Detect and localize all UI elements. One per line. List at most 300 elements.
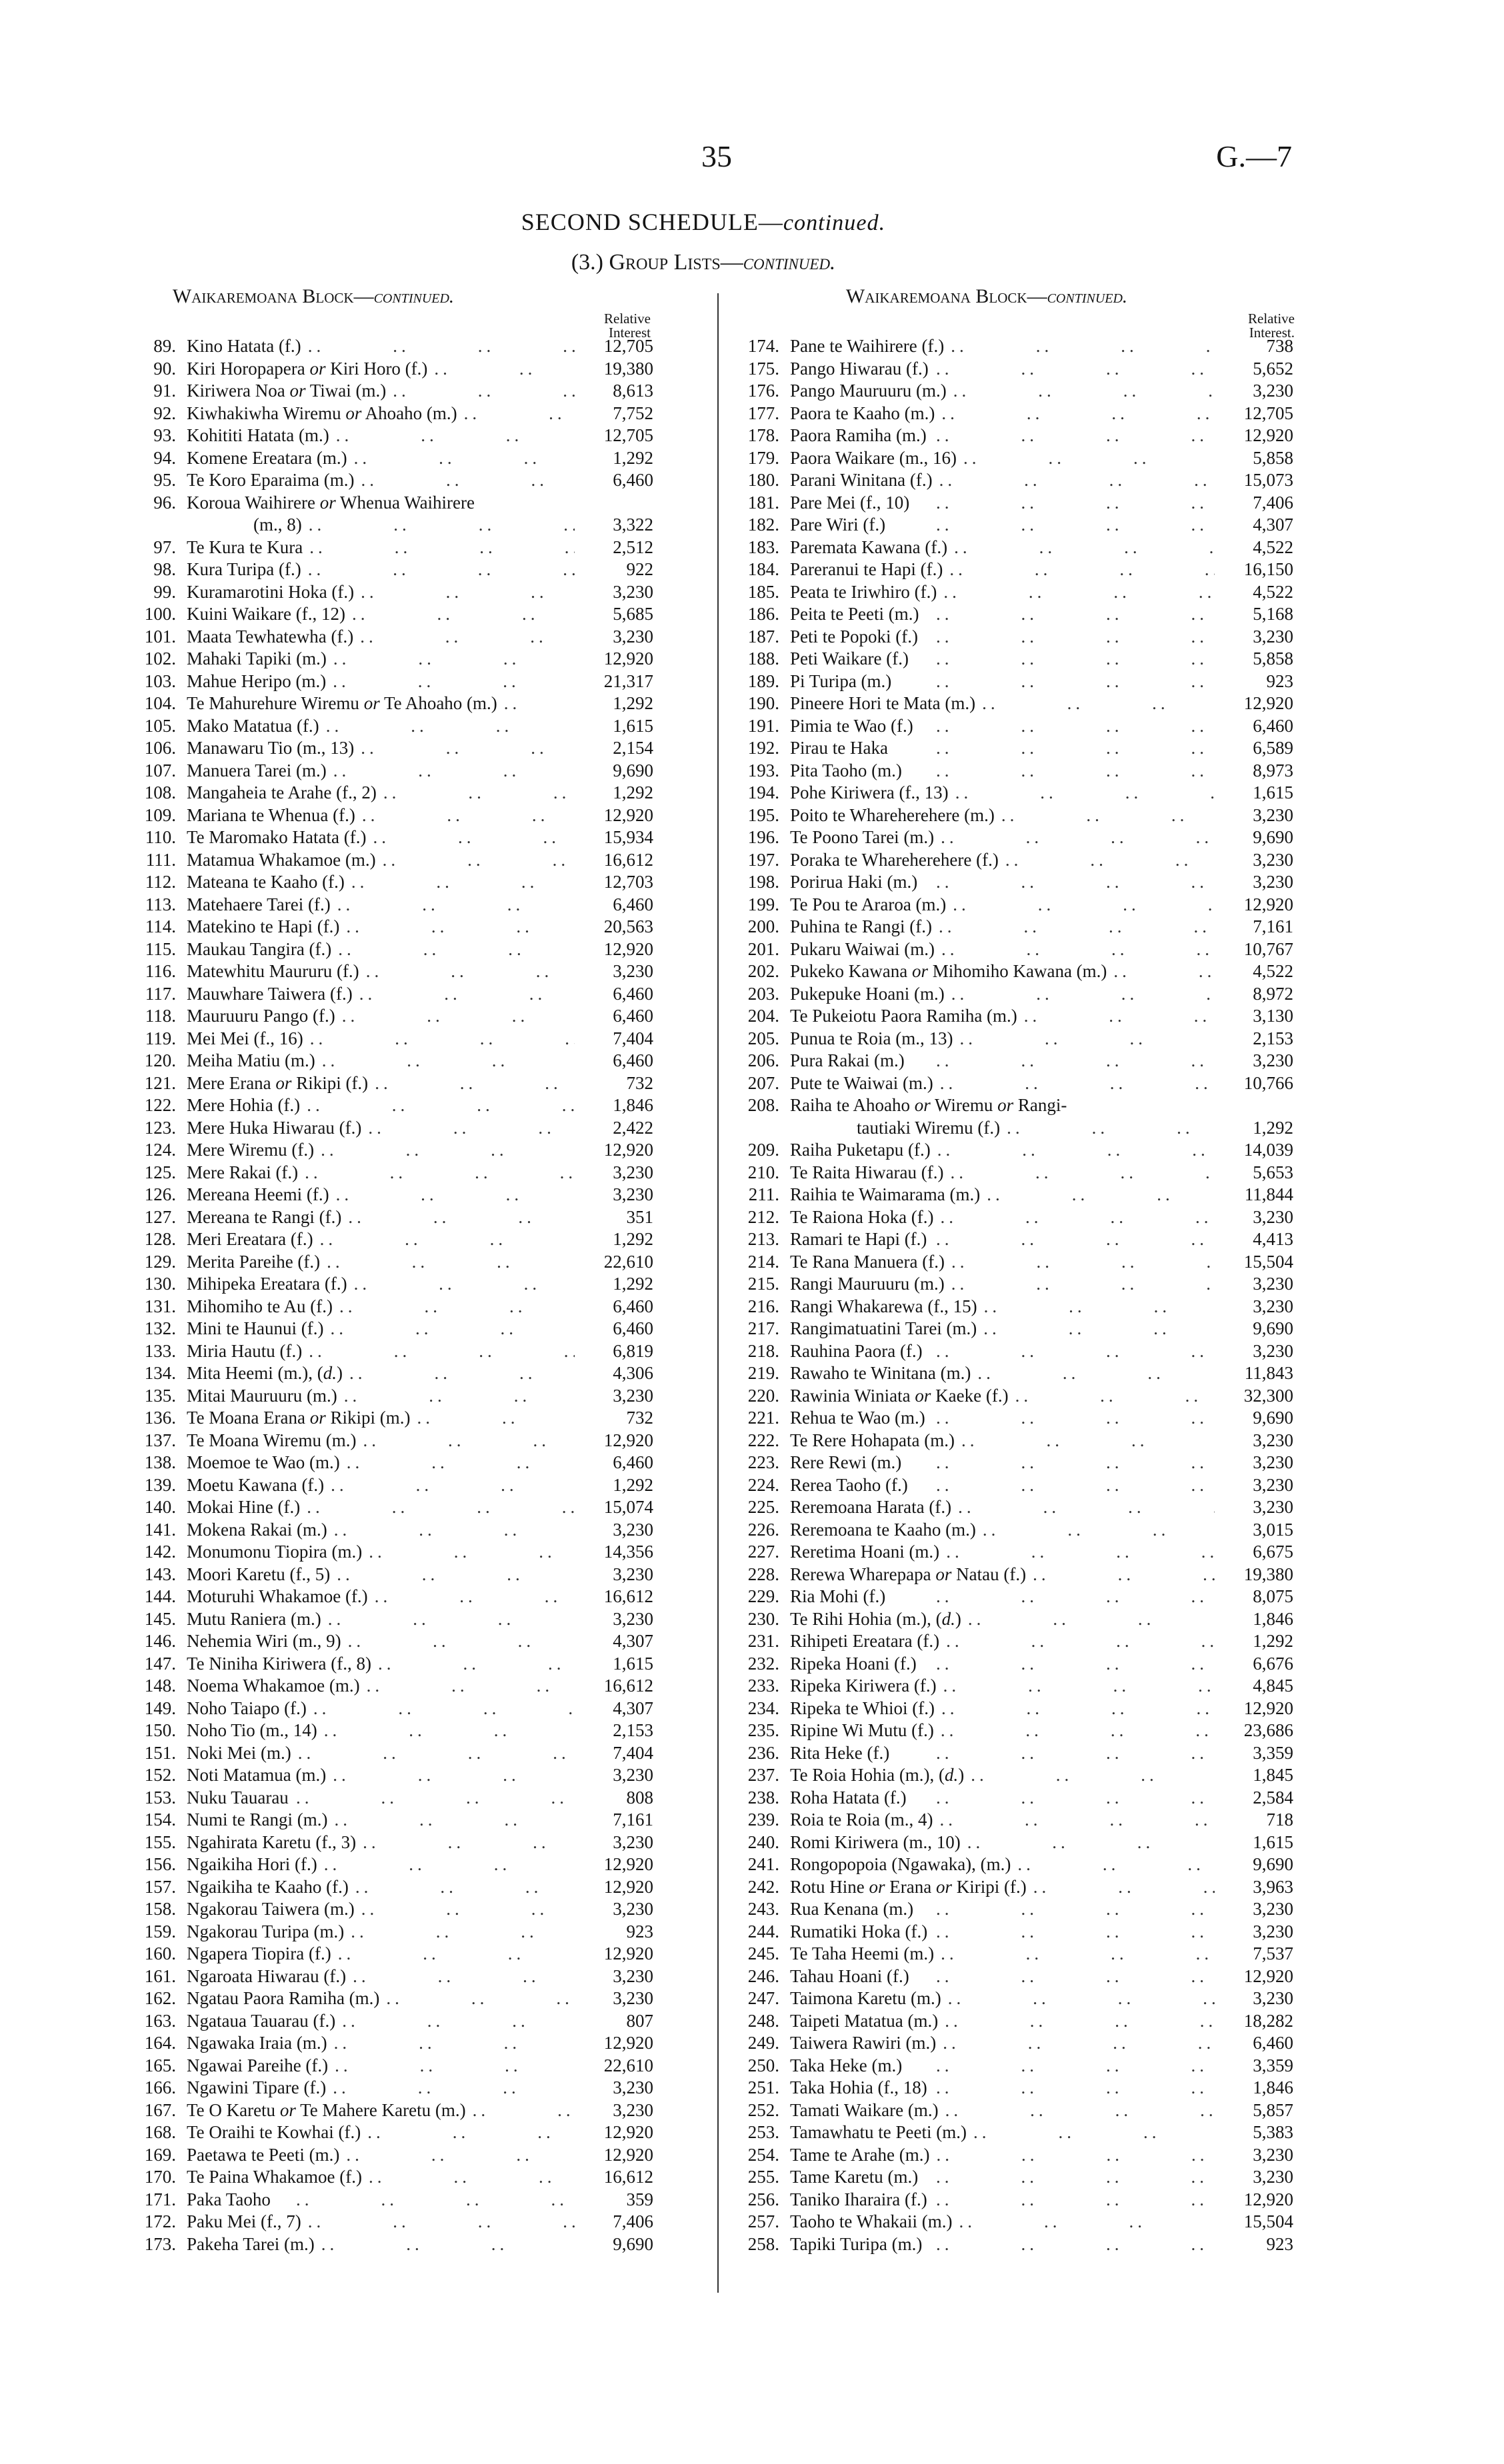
relative-interest-value: 3,230	[1253, 381, 1293, 401]
table-row	[723, 1742, 1293, 1765]
table-row	[120, 1653, 653, 1676]
dot-leader	[379, 1987, 575, 2010]
dot-leader	[976, 1519, 1215, 1542]
table-row	[723, 335, 1293, 358]
relative-interest-value: 16,612	[603, 1676, 653, 1696]
entry-number: 225.	[747, 1497, 779, 1517]
entry-number: 156.	[144, 1854, 176, 1874]
relative-interest-value: 12,920	[603, 1943, 653, 1963]
dot-leader	[321, 1608, 575, 1631]
entry-name: Tame Karetu (m.)	[790, 2167, 919, 2187]
relative-interest-value: 5,685	[613, 604, 653, 624]
table-row	[723, 1586, 1293, 1608]
entry-number: 231.	[747, 1631, 779, 1651]
table-row	[120, 1206, 653, 1229]
entry-name: Paetawa te Peeti (m.)	[187, 2144, 340, 2165]
entry-name: Parani Winitana (f.)	[790, 470, 933, 490]
relative-interest-value: 807	[626, 2010, 653, 2031]
entry-number: 167.	[144, 2099, 176, 2120]
entry-number: 172.	[144, 2211, 176, 2231]
relative-interest-value: 5,857	[1253, 2099, 1293, 2120]
dot-leader	[1011, 1853, 1215, 1876]
relative-interest-value: 1,615	[613, 1653, 653, 1674]
entry-number: 226.	[747, 1519, 779, 1540]
entry-number: 175.	[747, 358, 779, 379]
entry-number: 208.	[747, 1095, 779, 1115]
entry-name: Raiha Puketapu (f.)	[790, 1140, 931, 1160]
entry-number: 159.	[144, 1921, 176, 1941]
relative-interest-value: 5,383	[1253, 2122, 1293, 2142]
rel-line-1: Relative	[604, 311, 651, 327]
table-row	[120, 1698, 653, 1720]
entry-number: 119.	[145, 1028, 176, 1048]
entry-number: 170.	[144, 2167, 176, 2187]
group-title-text: (3.) Group Lists—	[571, 250, 743, 275]
entry-name: Miria Hautu (f.)	[187, 1340, 303, 1361]
table-row	[120, 760, 653, 782]
table-row	[723, 1028, 1293, 1050]
relative-interest-value: 4,522	[1253, 537, 1293, 557]
dot-leader	[301, 559, 575, 581]
relative-interest-value: 9,690	[1253, 827, 1293, 847]
entry-name: Moori Karetu (f., 5)	[187, 1564, 331, 1584]
relative-interest-value: 12,920	[603, 1876, 653, 1897]
table-row	[120, 1564, 653, 1586]
entry-number: 99.	[153, 581, 176, 602]
relative-interest-value: 3,230	[1253, 1296, 1293, 1316]
relative-interest-value: 6,460	[1253, 2033, 1293, 2053]
entry-name: Te Rana Manuera (f.)	[790, 1251, 945, 1272]
dot-leader	[946, 894, 1215, 916]
rel-line-1: Relative	[1248, 311, 1295, 327]
table-row	[723, 1809, 1293, 1832]
relative-interest-value: 21,317	[603, 670, 653, 691]
dot-leader	[923, 1340, 1215, 1363]
table-row	[120, 2189, 653, 2211]
table-row	[723, 2211, 1293, 2233]
left-block-title: Waikaremoana Block—	[172, 285, 374, 307]
relative-interest-value: 3,230	[1253, 1274, 1293, 1294]
entry-name: Te Rere Hohapata (m.)	[790, 1430, 955, 1450]
entry-name: Te Poono Tarei (m.)	[790, 827, 935, 847]
entry-number: 184.	[747, 559, 779, 579]
table-row	[120, 425, 653, 447]
entry-number: 216.	[747, 1296, 779, 1316]
dot-leader	[317, 1853, 575, 1876]
entry-number: 205.	[747, 1028, 779, 1048]
relative-interest-value: 5,168	[1253, 604, 1293, 624]
relative-interest-value: 3,230	[613, 961, 653, 981]
table-row	[723, 1876, 1293, 1899]
dot-leader	[328, 2055, 575, 2077]
table-row	[120, 1452, 653, 1474]
table-row	[120, 715, 653, 738]
entry-number: 232.	[747, 1653, 779, 1674]
relative-interest-value: 8,613	[613, 381, 653, 401]
column-divider	[717, 293, 719, 2293]
entry-name: Ripine Wi Mutu (f.)	[790, 1720, 934, 1740]
table-row	[723, 1273, 1293, 1296]
entry-number: 130.	[144, 1274, 176, 1294]
relative-interest-value: 3,230	[613, 1899, 653, 1919]
entry-number: 112.	[145, 872, 176, 892]
dot-leader	[917, 1653, 1215, 1676]
entry-number: 179.	[747, 447, 779, 468]
dot-leader	[355, 804, 575, 827]
entry-number: 163.	[144, 2010, 176, 2031]
relative-interest-value: 12,705	[603, 425, 653, 445]
table-row	[723, 1430, 1293, 1452]
relative-interest-value: 6,589	[1253, 738, 1293, 758]
dot-leader	[327, 1519, 575, 1542]
entry-name: Kuini Waikare (f., 12)	[187, 604, 346, 624]
table-row	[723, 782, 1293, 804]
table-row	[120, 1340, 653, 1363]
relative-interest-value: 3,230	[1253, 1050, 1293, 1070]
entry-name: Mere Huka Hiwarau (f.)	[187, 1117, 362, 1138]
entry-number: 248.	[747, 2010, 779, 2031]
page-number: 35	[701, 139, 732, 173]
table-row	[120, 537, 653, 559]
entry-name: Te Koro Eparaima (m.)	[187, 470, 355, 490]
entry-number: 180.	[747, 470, 779, 490]
dot-leader	[360, 1675, 575, 1698]
dot-leader	[975, 692, 1215, 715]
table-row	[120, 782, 653, 804]
relative-interest-value: 9,690	[613, 760, 653, 780]
table-row	[120, 2144, 653, 2167]
entry-number: 171.	[144, 2189, 176, 2209]
entry-name: Noti Matamua (m.)	[187, 1765, 327, 1785]
table-row-continuation	[723, 1117, 1293, 1140]
relative-interest-value: 14,356	[603, 1542, 653, 1562]
table-row	[120, 1296, 653, 1318]
relative-interest-value: 1,846	[1253, 1608, 1293, 1629]
entry-number: 122.	[144, 1095, 176, 1115]
relative-interest-value: 3,230	[1253, 1497, 1293, 1517]
relative-interest-value: 3,230	[1253, 626, 1293, 646]
table-row	[120, 2032, 653, 2055]
entry-number: 173.	[144, 2233, 176, 2254]
dot-leader	[327, 2032, 575, 2055]
dot-leader	[933, 1072, 1215, 1095]
entry-number: 209.	[747, 1140, 779, 1160]
table-row	[120, 581, 653, 604]
entry-number: 138.	[144, 1452, 176, 1472]
entry-number: 234.	[747, 1698, 779, 1718]
dot-leader	[345, 871, 575, 894]
table-row	[723, 626, 1293, 648]
entry-number: 165.	[144, 2055, 176, 2075]
relative-interest-value: 5,858	[1253, 648, 1293, 668]
entry-name: Matekino te Hapi (f.)	[187, 916, 340, 936]
dot-leader	[953, 1028, 1215, 1050]
relative-interest-value: 3,359	[1253, 2055, 1293, 2075]
entry-number: 104.	[144, 693, 176, 713]
table-row	[120, 492, 653, 515]
entry-name: Pukeko Kawana or Mihomiho Kawana (m.)	[790, 961, 1107, 981]
entry-name: Kiriwera Noa or Tiwai (m.)	[187, 381, 387, 401]
dot-leader	[315, 1050, 575, 1072]
entry-number: 211.	[748, 1184, 779, 1204]
entry-number: 196.	[747, 827, 779, 847]
relative-interest-value: 3,230	[613, 1965, 653, 1986]
dot-leader	[931, 1139, 1215, 1162]
relative-interest-value: 7,537	[1253, 1943, 1293, 1963]
dot-leader	[353, 626, 575, 648]
table-row	[120, 603, 653, 626]
dot-leader	[905, 1050, 1215, 1072]
dot-leader	[919, 603, 1215, 626]
table-row	[723, 1564, 1293, 1586]
relative-interest-value: 12,920	[1243, 425, 1293, 445]
dot-leader	[933, 469, 1215, 492]
relative-interest-value: 3,230	[1253, 2144, 1293, 2165]
table-row	[120, 626, 653, 648]
relative-interest-value: 14,039	[1243, 1140, 1293, 1160]
table-row	[723, 1139, 1293, 1162]
relative-interest-value: 732	[626, 1072, 653, 1093]
entry-name: Puhina te Rangi (f.)	[790, 916, 932, 936]
dot-leader	[317, 1720, 575, 1742]
relative-interest-value: 3,230	[613, 581, 653, 602]
dot-leader	[1107, 960, 1215, 983]
relative-interest-value: 6,675	[1253, 1542, 1293, 1562]
entry-name: Te Mahurehure Wiremu or Te Ahoaho (m.)	[187, 693, 497, 713]
table-row	[723, 2077, 1293, 2099]
table-row	[723, 1094, 1293, 1117]
entry-name: Te Moana Erana or Rikipi (m.)	[187, 1408, 411, 1428]
table-row	[120, 2010, 653, 2033]
dot-leader	[326, 1764, 575, 1787]
entry-name: Moemoe te Wao (m.)	[187, 1452, 340, 1472]
dot-leader	[343, 1362, 575, 1385]
entry-number: 197.	[747, 849, 779, 870]
relative-interest-value: 3,015	[1253, 1519, 1293, 1540]
entry-name: Rita Heke (f.)	[790, 1742, 890, 1763]
entry-number: 228.	[747, 1564, 779, 1584]
entry-name: Paka Taoho	[187, 2189, 271, 2209]
entry-number: 178.	[747, 425, 779, 445]
relative-interest-value: 718	[1266, 1810, 1293, 1830]
relative-interest-value: 12,920	[603, 1854, 653, 1874]
table-row	[723, 469, 1293, 492]
entry-number: 224.	[747, 1474, 779, 1495]
entry-name: Taka Heke (m.)	[790, 2055, 903, 2075]
entry-name: Te Raita Hiwarau (f.)	[790, 1162, 944, 1182]
entry-number: 146.	[144, 1631, 176, 1651]
entry-name: Tamawhatu te Peeti (m.)	[790, 2122, 967, 2142]
entry-number: 101.	[144, 626, 176, 646]
dot-leader	[927, 2189, 1215, 2211]
entry-name: Reretima Hoani (m.)	[790, 1542, 940, 1562]
entry-number: 116.	[145, 961, 176, 981]
relative-interest-value: 12,920	[1243, 1965, 1293, 1986]
table-row	[723, 760, 1293, 782]
entry-number: 257.	[747, 2211, 779, 2231]
entry-number: 135.	[144, 1385, 176, 1406]
relative-interest-value: 7,406	[613, 2211, 653, 2231]
entry-number: 223.	[747, 1452, 779, 1472]
dot-leader	[907, 1787, 1215, 1810]
entry-name: Mako Matatua (f.)	[187, 715, 319, 736]
dot-leader	[337, 1385, 575, 1408]
entry-name: Mahue Heripo (m.)	[187, 670, 327, 691]
relative-interest-value: 351	[626, 1206, 653, 1227]
relative-interest-value: 6,460	[613, 1006, 653, 1026]
entry-name: Rumatiki Hoka (f.)	[790, 1921, 928, 1941]
table-row	[120, 1117, 653, 1140]
entry-number: 109.	[144, 804, 176, 825]
relative-interest-value: 32,300	[1243, 1385, 1293, 1406]
relative-interest-value: 11,844	[1244, 1184, 1293, 1204]
table-row	[120, 1050, 653, 1072]
relative-interest-value: 16,150	[1243, 559, 1293, 579]
entry-name: Te Pou te Araroa (m.)	[790, 894, 947, 914]
dot-leader	[944, 1162, 1215, 1184]
relative-interest-value: 3,230	[613, 1519, 653, 1540]
entry-number: 190.	[747, 693, 779, 713]
relative-interest-value: 9,690	[1253, 1408, 1293, 1428]
table-row	[120, 983, 653, 1006]
table-row	[723, 1720, 1293, 1742]
table-row	[120, 1876, 653, 1899]
entry-name: Kiri Horopapera or Kiri Horo (f.)	[187, 358, 428, 379]
dot-leader	[354, 737, 575, 760]
entry-number: 89.	[153, 336, 176, 356]
relative-interest-value: 3,230	[1253, 1474, 1293, 1495]
relative-interest-value: 12,920	[603, 1140, 653, 1160]
entry-number: 149.	[144, 1698, 176, 1718]
table-row	[120, 1742, 653, 1765]
entry-name: Ripeka Hoani (f.)	[790, 1653, 917, 1674]
entry-name: Pute te Waiwai (m.)	[790, 1072, 933, 1093]
entry-name: Ngakorau Turipa (m.)	[187, 1921, 345, 1941]
relative-interest-value: 4,413	[1253, 1229, 1293, 1249]
entry-name: Ngaikiha Hori (f.)	[187, 1854, 317, 1874]
table-row	[723, 559, 1293, 581]
dot-leader	[347, 1273, 575, 1296]
entry-number: 166.	[144, 2077, 176, 2097]
entry-number: 132.	[144, 1318, 176, 1338]
relative-interest-value: 16,612	[603, 1586, 653, 1606]
relative-interest-value: 3,963	[1253, 1876, 1293, 1897]
rel-line-2: Interest.	[1249, 325, 1295, 341]
table-row	[723, 1005, 1293, 1028]
table-row	[723, 1072, 1293, 1095]
relative-interest-value: 1,292	[613, 1474, 653, 1495]
dot-leader	[326, 670, 575, 693]
relative-interest-value: 6,460	[613, 1296, 653, 1316]
entry-number: 169.	[144, 2144, 176, 2165]
entry-name: Mere Wiremu (f.)	[187, 1140, 315, 1160]
relative-interest-value: 22,610	[603, 2055, 653, 2075]
entry-name: Poraka te Whareherehere (f.)	[790, 849, 999, 870]
relative-interest-value: 12,920	[603, 648, 653, 668]
entry-name: Noho Taiapo (f.)	[187, 1698, 307, 1718]
dot-leader	[1026, 1564, 1215, 1586]
entry-number: 174.	[747, 336, 779, 356]
entry-number: 181.	[747, 492, 779, 513]
table-row	[120, 2166, 653, 2189]
table-row	[723, 1943, 1293, 1965]
entry-number: 189.	[747, 670, 779, 691]
relative-interest-value: 15,074	[603, 1497, 653, 1517]
entry-name: Romi Kiriwera (m., 10)	[790, 1832, 961, 1852]
dot-leader	[932, 916, 1215, 938]
relative-interest-value: 3,230	[1253, 1452, 1293, 1472]
dot-leader	[386, 380, 575, 403]
entry-name: Manawaru Tio (m., 13)	[187, 738, 355, 758]
entry-number: 139.	[144, 1474, 176, 1495]
dot-leader	[341, 1206, 575, 1229]
table-row	[723, 1519, 1293, 1542]
dot-leader	[319, 715, 575, 738]
entry-name: Te Pukeiotu Paora Ramiha (m.)	[790, 1006, 1017, 1026]
table-row	[120, 2211, 653, 2233]
relative-interest-value: 4,522	[1253, 581, 1293, 602]
table-row	[120, 2233, 653, 2256]
table-row	[723, 960, 1293, 983]
relative-interest-value: 3,230	[1253, 1921, 1293, 1941]
dot-leader	[362, 1541, 575, 1564]
table-row	[723, 737, 1293, 760]
entry-number: 207.	[747, 1072, 779, 1093]
entry-name: Mei Mei (f., 16)	[187, 1028, 303, 1048]
entry-name: Ripeka Kiriwera (f.)	[790, 1676, 937, 1696]
entry-number: 164.	[144, 2033, 176, 2053]
dot-leader	[289, 1787, 575, 1810]
dot-leader	[300, 1094, 575, 1117]
entry-name: Ngapera Tiopira (f.)	[187, 1943, 331, 1963]
table-row	[723, 1184, 1293, 1206]
dot-leader	[497, 692, 575, 715]
dot-leader	[885, 514, 1215, 537]
dot-leader	[977, 1318, 1215, 1340]
entry-name: Manuera Tarei (m.)	[187, 760, 327, 780]
relative-interest-value: 4,307	[613, 1698, 653, 1718]
relative-interest-value: 3,230	[1253, 1340, 1293, 1361]
dot-leader	[918, 626, 1215, 648]
relative-interest-value: 3,230	[613, 2099, 653, 2120]
dot-leader	[298, 1162, 575, 1184]
entry-number: 108.	[144, 782, 176, 802]
entry-name: Pimia te Wao (f.)	[790, 715, 913, 736]
entry-number: 153.	[144, 1787, 176, 1808]
entry-number: 120.	[144, 1050, 176, 1070]
dot-leader	[927, 1228, 1215, 1251]
entry-name: Mariana te Whenua (f.)	[187, 804, 355, 825]
table-row	[120, 1139, 653, 1162]
dot-leader	[944, 335, 1215, 358]
dot-leader	[935, 938, 1215, 961]
entry-name: Pita Taoho (m.)	[790, 760, 902, 780]
entry-name: Matamua Whakamoe (m.)	[187, 849, 376, 870]
dot-leader	[925, 1407, 1215, 1430]
entry-name: Komene Ereatara (m.)	[187, 447, 347, 468]
relative-interest-value: 3,230	[613, 1988, 653, 2008]
dot-leader	[356, 1430, 575, 1452]
entry-name: Roia te Roia (m., 4)	[790, 1810, 933, 1830]
entry-number: 147.	[144, 1653, 176, 1674]
dot-leader	[961, 1608, 1215, 1631]
table-row	[723, 1385, 1293, 1408]
relative-interest-value: 738	[1266, 336, 1293, 356]
entry-number: 204.	[747, 1006, 779, 1026]
relative-interest-value: 1,845	[1253, 1765, 1293, 1785]
entry-name: Noho Tio (m., 14)	[187, 1720, 317, 1740]
left-group-list	[120, 335, 653, 2255]
